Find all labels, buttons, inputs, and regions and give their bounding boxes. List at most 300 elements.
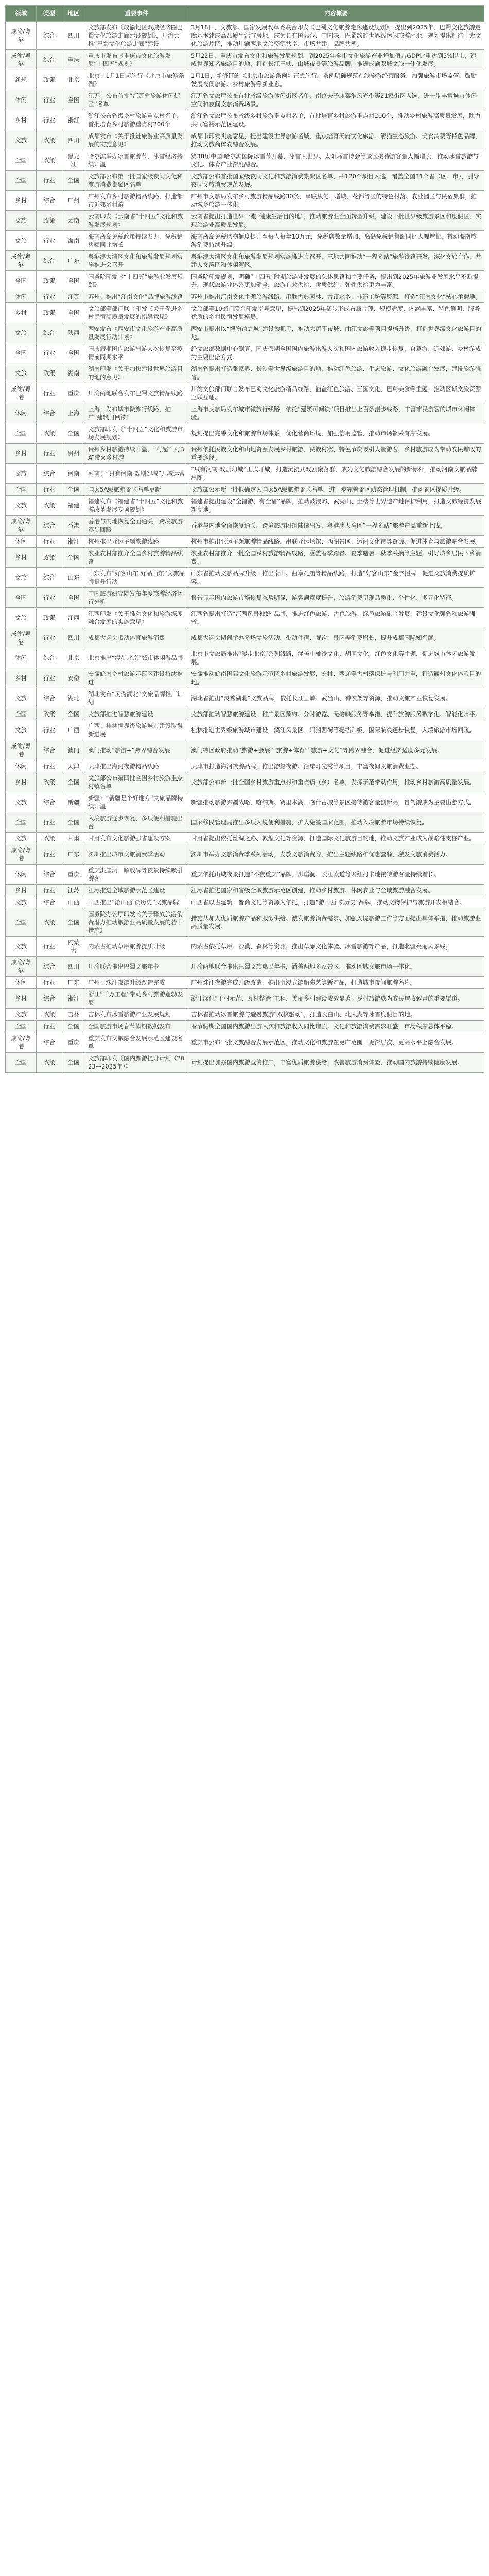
cell-type: 政策 [37, 150, 62, 171]
cell-domain: 全国 [6, 484, 37, 496]
cell-summary: 桂林推进世界级旅游城市建设，漓江风景区、阳朔西街等提档升级，国际航线逐步恢复，入境旅游市场回暖。 [188, 720, 484, 740]
cell-summary: 报告显示国内旅游市场恢复态势明显，游客满意度提升，旅游消费呈现品质化、个性化、多元化特征。 [188, 588, 484, 608]
cell-event: 中国旅游研究院发布年度旅游经济运行分析 [85, 588, 188, 608]
table-row [6, 484, 484, 496]
cell-type: 政策 [37, 130, 62, 150]
cell-domain: 文旅 [6, 211, 37, 231]
cell-domain: 乡村 [6, 772, 37, 792]
cell-event: 国务院办公厅印发《关于释放旅游消费潜力推动旅游业高质量发展的若干措施》 [85, 908, 188, 937]
cell-summary: 湖北省推出“灵秀湖北”文旅品牌，依托长江三峡、武当山、神农架等资源，推动文旅产业恢复发展。 [188, 688, 484, 708]
cell-event: 北京：1月1日起施行《北京市旅游条例》 [85, 70, 188, 90]
cell-domain: 文旅 [6, 496, 37, 516]
cell-event: 重庆洪崖洞、解放碑等夜景持续吸引游客 [85, 865, 188, 885]
table-row [6, 628, 484, 648]
table-row [6, 937, 484, 957]
cell-event: 广州发布乡村旅游精品线路，打造都市近郊乡村游 [85, 191, 188, 211]
cell-region: 全国 [62, 90, 85, 110]
cell-region: 天津 [62, 760, 85, 772]
cell-region: 福建 [62, 496, 85, 516]
cell-region: 上海 [62, 403, 85, 423]
cell-summary: 云南省提出打造世界一流“健康生活目的地”，推动旅游业全面转型升级，建设一批世界级旅游景区和度假区，实现旅游业高质量发展。 [188, 211, 484, 231]
table-row [6, 444, 484, 464]
table-row [6, 323, 484, 343]
cell-domain: 全国 [6, 150, 37, 171]
cell-summary: 苏州市推出江南文化主题旅游线路，串联古典园林、古镇水乡、非遗工坊等资源，打造“江南文化”核心承载地。 [188, 291, 484, 303]
cell-event: 国庆假期国内旅游出游人次恢复至疫情前同期水平 [85, 343, 188, 363]
cell-domain: 文旅 [6, 1009, 37, 1021]
cell-type: 行业 [37, 977, 62, 989]
cell-summary: 浙江省文旅厅公布省级乡村旅游重点村名单，首批培育乡村旅游重点村200个，推动乡村旅游高质量发展，助力共同富裕示范区建设。 [188, 110, 484, 130]
cell-event: 深圳推出城市文旅消费季活动 [85, 844, 188, 865]
cell-region: 全国 [62, 548, 85, 568]
cell-summary: 海南离岛免税购物额度提升至每人每年10万元，免税店数量增加，离岛免税销售额同比大幅增长，带动海南旅游消费持续升温。 [188, 231, 484, 251]
cell-event: 苏州：推出“江南文化”品牌旅游线路 [85, 291, 188, 303]
table-row [6, 251, 484, 271]
cell-domain: 文旅 [6, 833, 37, 844]
cell-event: 文旅部印发《国内旅游提升计划（2023—2025年）》 [85, 1053, 188, 1073]
cell-domain: 文旅 [6, 464, 37, 484]
cell-event: 浙江公布省级乡村旅游重点村名单，首批培育乡村旅游重点村200个 [85, 110, 188, 130]
cell-region: 广东 [62, 251, 85, 271]
cell-type: 行业 [37, 812, 62, 833]
cell-summary: 吉林省推动冰雪旅游与避暑旅游“双核驱动”，打造长白山、北大湖等冰雪度假目的地。 [188, 1009, 484, 1021]
table-header-row [6, 6, 484, 22]
table-row [6, 977, 484, 989]
cell-event: 文旅部发布《成渝地区双城经济圈巴蜀文化旅游走廊建设规划》，川渝共推“巴蜀文化旅游走廊”建设 [85, 22, 188, 50]
events-table [5, 5, 484, 1073]
cell-event: 上海：发布城市微旅行线路，推广“建筑可阅读” [85, 403, 188, 423]
cell-event: 西安发布《西安市文化旅游产业高质量发展行动计划》 [85, 323, 188, 343]
table-row [6, 792, 484, 812]
cell-type: 政策 [37, 363, 62, 383]
cell-event: 甘肃发布文化旅游强省建设方案 [85, 833, 188, 844]
cell-event: 福建发布《福建省“十四五”文化和旅游改革发展专项规划》 [85, 496, 188, 516]
cell-type: 综合 [37, 516, 62, 536]
cell-region: 广州 [62, 191, 85, 211]
table-row [6, 1021, 484, 1032]
cell-region: 湖北 [62, 688, 85, 708]
cell-summary: 川渝两地联合推出巴蜀文旅惠民年卡，涵盖两地多家景区，推动区域文旅市场一体化。 [188, 957, 484, 977]
cell-type: 综合 [37, 740, 62, 760]
cell-summary: 上海市文旅局发布城市微旅行线路，依托“建筑可阅读”项目推出上百条漫步线路，丰富市民游客的城市休闲体验。 [188, 403, 484, 423]
table-row [6, 403, 484, 423]
cell-summary: 福建省提出建设“全福游、有全福”品牌，推动鼓浪屿、武夷山、土楼等世界遗产地保护利用，打造文旅经济发展新高地。 [188, 496, 484, 516]
cell-domain: 文旅 [6, 231, 37, 251]
cell-event: 澳门推动“旅游+”跨界融合发展 [85, 740, 188, 760]
cell-region: 浙江 [62, 536, 85, 548]
cell-region: 浙江 [62, 110, 85, 130]
cell-summary: 山东省推动文旅品牌升级，推出泰山、曲阜孔庙等精品线路，打造“好客山东”金字招牌，促进文旅消费提质扩容。 [188, 568, 484, 588]
table-row [6, 516, 484, 536]
cell-type: 政策 [37, 70, 62, 90]
cell-type: 行业 [37, 171, 62, 191]
cell-event: 广州：珠江夜游升级改造完成 [85, 977, 188, 989]
cell-region: 全国 [62, 271, 85, 291]
cell-domain: 全国 [6, 812, 37, 833]
cell-event: 山东发布“好客山东 好品山东”文旅品牌提升行动 [85, 568, 188, 588]
table-row [6, 110, 484, 130]
cell-domain: 全国 [6, 423, 37, 444]
cell-summary: 规划提出完善文化和旅游市场体系，优化营商环境，加强信用监管，推动市场繁荣有序发展。 [188, 423, 484, 444]
cell-domain: 乡村 [6, 989, 37, 1009]
cell-domain: 全国 [6, 588, 37, 608]
cell-event: 湖南印发《关于加快建设世界旅游目的地的意见》 [85, 363, 188, 383]
cell-domain: 成渝/粤港 [6, 844, 37, 865]
cell-event: 川渝两地联合发布巴蜀文旅精品线路 [85, 383, 188, 403]
cell-summary: 国家移民管理局推出多项入境便利措施，扩大免签国家范围，推动入境旅游市场持续恢复。 [188, 812, 484, 833]
cell-type: 行业 [37, 760, 62, 772]
cell-summary: 3月18日，文旅部、国家发展改革委联合印发《巴蜀文化旅游走廊建设规划》，提出到2025年，巴蜀文化旅游走廊基本建成高品质生活宜居地，成为具有国际范、中国味、巴蜀韵的世界级休闲旅游胜地。规划提出打造十大文化旅游片区，推动川渝两地文旅资源共享、市场共建、品牌共塑。 [188, 22, 484, 50]
cell-domain: 乡村 [6, 110, 37, 130]
cell-region: 全国 [62, 171, 85, 191]
cell-event: 贵州乡村旅游持续升温，“村超”“村BA”带火乡村游 [85, 444, 188, 464]
table-row [6, 885, 484, 896]
table-row [6, 1053, 484, 1073]
cell-summary: 甘肃省提出依托丝绸之路、敦煌文化等资源，打造国际文化旅游目的地，推动文旅产业成为战略性支柱产业。 [188, 833, 484, 844]
table-row [6, 70, 484, 90]
cell-type: 综合 [37, 957, 62, 977]
cell-event: 成都大运会带动体育旅游消费 [85, 628, 188, 648]
cell-event: 全国旅游市场春节假期数据发布 [85, 1021, 188, 1032]
cell-domain: 休闲 [6, 90, 37, 110]
cell-region: 云南 [62, 211, 85, 231]
cell-event: 重庆发布文旅融合发展示范区建设名单 [85, 1032, 188, 1053]
cell-summary: 江苏省文旅厅公布首批省级旅游休闲街区名单，南京夫子庙秦淮风光带等21家街区入选，进一步丰富城市休闲空间和夜间文旅消费场景。 [188, 90, 484, 110]
cell-event: 国家5A级旅游景区名单更新 [85, 484, 188, 496]
table-row [6, 720, 484, 740]
cell-region: 全国 [62, 588, 85, 608]
header-event: 重要事件 [85, 6, 188, 22]
cell-type: 综合 [37, 648, 62, 668]
cell-summary: 杭州市推出亚运主题旅游精品线路，串联亚运场馆、西湖景区、运河文化带等资源，促进体育与旅游融合发展。 [188, 536, 484, 548]
cell-domain: 文旅 [6, 720, 37, 740]
cell-domain: 文旅 [6, 937, 37, 957]
cell-type: 政策 [37, 833, 62, 844]
cell-event: 入境旅游逐步恢复，多项便利措施出台 [85, 812, 188, 833]
cell-type: 综合 [37, 1032, 62, 1053]
cell-domain: 成渝/粤港 [6, 628, 37, 648]
table-row [6, 50, 484, 70]
cell-type: 综合 [37, 403, 62, 423]
cell-event: 文旅部公布第四批全国乡村旅游重点村镇名单 [85, 772, 188, 792]
cell-domain: 文旅 [6, 363, 37, 383]
table-row [6, 648, 484, 668]
table-row [6, 343, 484, 363]
cell-event: 文旅部推进智慧旅游建设 [85, 708, 188, 720]
cell-type: 行业 [37, 1021, 62, 1032]
cell-event: 江苏推进全域旅游示范区建设 [85, 885, 188, 896]
cell-region: 全国 [62, 343, 85, 363]
cell-type: 行业 [37, 90, 62, 110]
cell-domain: 乡村 [6, 668, 37, 688]
cell-region: 全国 [62, 484, 85, 496]
cell-region: 四川 [62, 628, 85, 648]
cell-type: 行业 [37, 343, 62, 363]
cell-type: 政策 [37, 303, 62, 323]
cell-event: 北京推出“漫步北京”城市休闲游品牌 [85, 648, 188, 668]
table-row [6, 536, 484, 548]
header-region: 地区 [62, 6, 85, 22]
table-row [6, 833, 484, 844]
cell-event: 农业农村部推介全国乡村旅游精品线路 [85, 548, 188, 568]
table-row [6, 688, 484, 708]
cell-type: 行业 [37, 720, 62, 740]
table-row [6, 1009, 484, 1021]
cell-summary: 第38届中国·哈尔滨国际冰雪节开幕，冰雪大世界、太阳岛雪博会等景区接待游客量大幅增长，推动冰雪旅游与文化、体育产业深度融合。 [188, 150, 484, 171]
cell-region: 浙江 [62, 989, 85, 1009]
cell-summary: 江苏省推进国家和省级全域旅游示范区创建，推动乡村旅游、休闲农业与全域旅游融合发展。 [188, 885, 484, 896]
cell-summary: 广州市文旅局发布乡村旅游精品线路30条，串联从化、增城、花都等区的特色村落、农业园区与民宿集群，推动城乡旅游一体化。 [188, 191, 484, 211]
cell-type: 政策 [37, 1009, 62, 1021]
header-summary: 内容概要 [188, 6, 484, 22]
cell-type: 综合 [37, 865, 62, 885]
cell-type: 行业 [37, 536, 62, 548]
cell-domain: 休闲 [6, 291, 37, 303]
table-row [6, 844, 484, 865]
cell-region: 山东 [62, 568, 85, 588]
table-row [6, 865, 484, 885]
cell-region: 四川 [62, 957, 85, 977]
cell-region: 海南 [62, 231, 85, 251]
table-row [6, 90, 484, 110]
cell-region: 四川 [62, 22, 85, 50]
cell-region: 河南 [62, 464, 85, 484]
cell-event: 江西印发《关于推动文化和旅游深度融合发展的实施意见》 [85, 608, 188, 628]
cell-summary: 贵州依托民族文化和山地资源发展乡村旅游，民族村寨、特色节庆吸引大量游客，乡村旅游成为带动农民增收的重要途径。 [188, 444, 484, 464]
cell-domain: 文旅 [6, 608, 37, 628]
table-row [6, 171, 484, 191]
cell-event: 浙江“千万工程”带动乡村旅游蓬勃发展 [85, 989, 188, 1009]
page [5, 5, 484, 1073]
cell-event: 文旅部印发《“十四五”文化和旅游市场发展规划》 [85, 423, 188, 444]
cell-type: 综合 [37, 323, 62, 343]
cell-domain: 乡村 [6, 548, 37, 568]
cell-summary: 北京市文旅局推出“漫步北京”系列线路，涵盖中轴线文化、胡同文化、红色文化等主题，促进城市休闲旅游发展。 [188, 648, 484, 668]
cell-summary: 广州珠江夜游完成升级改造，推出沉浸式游船演艺等新产品，打造城市夜间旅游名片。 [188, 977, 484, 989]
cell-domain: 乡村 [6, 444, 37, 464]
table-row [6, 383, 484, 403]
cell-summary: 文旅部公布新一批全国乡村旅游重点村和重点镇（乡）名单，发挥示范带动作用，推动乡村旅游高质量发展。 [188, 772, 484, 792]
cell-region: 香港 [62, 516, 85, 536]
table-row [6, 291, 484, 303]
cell-region: 北京 [62, 648, 85, 668]
table-row [6, 191, 484, 211]
cell-summary: 5月22日，重庆市发布文化和旅游发展规划，到2025年全市文化旅游产业增加值占GDP比重达到5%以上，建成世界知名旅游目的地，打造长江三峡、山城夜景等旅游品牌，推进成渝双城文旅一体化发展。 [188, 50, 484, 70]
cell-domain: 新规 [6, 70, 37, 90]
cell-type: 行业 [37, 484, 62, 496]
cell-summary: 澳门特区政府推动“旅游+会展”“旅游+体育”“旅游+文化”等跨界融合，促进经济适度多元发展。 [188, 740, 484, 760]
cell-summary: 川渝文旅部门联合发布巴蜀文化旅游精品线路，涵盖红色旅游、三国文化、巴蜀美食等主题，推动区域文旅资源互联互通。 [188, 383, 484, 403]
cell-region: 甘肃 [62, 833, 85, 844]
cell-type: 行业 [37, 588, 62, 608]
cell-event: 哈尔滨举办冰雪旅游节，冰雪经济持续升温 [85, 150, 188, 171]
cell-summary: 内蒙古依托草原、沙漠、森林等资源，推出草原文化体验、冰雪旅游等产品，打造北疆亮丽风景线。 [188, 937, 484, 957]
cell-type: 政策 [37, 271, 62, 291]
cell-domain: 文旅 [6, 688, 37, 708]
cell-region: 吉林 [62, 1009, 85, 1021]
cell-summary: 粤港澳大湾区文化和旅游发展规划实施推进会召开，三地共同推动“一程多站”旅游线路开发，深化文旅合作，共建人文湾区和休闲湾区。 [188, 251, 484, 271]
cell-event: 川渝联合推出巴蜀文旅年卡 [85, 957, 188, 977]
cell-region: 重庆 [62, 383, 85, 403]
cell-type: 政策 [37, 708, 62, 720]
cell-region: 北京 [62, 70, 85, 90]
cell-event: 云南印发《云南省“十四五”文化和旅游发展规划》 [85, 211, 188, 231]
table-row [6, 812, 484, 833]
cell-region: 重庆 [62, 865, 85, 885]
table-row [6, 22, 484, 50]
cell-type: 政策 [37, 1053, 62, 1073]
cell-summary: 文旅部公示新一批拟确定为国家5A级旅游景区名单，进一步完善景区动态管理机制，推动景区提质升级。 [188, 484, 484, 496]
cell-summary: 安徽推动皖南国际文化旅游示范区乡村旅游发展，宏村、西递等古村落保护与利用并重，打造徽州文化体验目的地。 [188, 668, 484, 688]
cell-summary: 重庆市公布一批文旅融合发展示范区，推动文化和旅游在更广范围、更深层次、更高水平上融合发展。 [188, 1032, 484, 1053]
cell-domain: 全国 [6, 171, 37, 191]
cell-summary: 浙江深化“千村示范、万村整治”工程，美丽乡村建设成效显著，乡村旅游成为农民增收致富的重要渠道。 [188, 989, 484, 1009]
cell-domain: 成渝/粤港 [6, 251, 37, 271]
cell-summary: 香港与内地全面恢复通关，跨境旅游团组陆续出发，粤港澳大湾区“一程多站”旅游产品重新上线。 [188, 516, 484, 536]
cell-type: 综合 [37, 896, 62, 908]
cell-region: 广西 [62, 720, 85, 740]
cell-type: 行业 [37, 291, 62, 303]
cell-type: 行业 [37, 110, 62, 130]
cell-summary: 山西省以古建筑、晋商文化等资源为依托，打造“游山西 读历史”品牌，推动文物保护与旅游开发相结合。 [188, 896, 484, 908]
cell-summary: 农业农村部推介一批全国乡村旅游精品线路，涵盖春季踏青、夏季避暑、秋季采摘等主题，引导城乡居民下乡消费。 [188, 548, 484, 568]
cell-type: 行业 [37, 844, 62, 865]
cell-summary: 重庆依托山城夜景打造“不夜重庆”品牌，洪崖洞、长江索道等网红打卡地接待游客量持续增长。 [188, 865, 484, 885]
cell-region: 广东 [62, 977, 85, 989]
cell-region: 澳门 [62, 740, 85, 760]
cell-region: 新疆 [62, 792, 85, 812]
cell-type: 行业 [37, 937, 62, 957]
cell-domain: 文旅 [6, 130, 37, 150]
table-row [6, 668, 484, 688]
cell-domain: 成渝/粤港 [6, 516, 37, 536]
table-row [6, 608, 484, 628]
cell-type: 行业 [37, 668, 62, 688]
cell-region: 全国 [62, 812, 85, 833]
cell-summary: 江西省提出打造“江西风景独好”品牌，推进红色旅游、古色旅游、绿色旅游融合发展，建设文化强省和旅游强省。 [188, 608, 484, 628]
cell-domain: 全国 [6, 708, 37, 720]
cell-region: 四川 [62, 130, 85, 150]
cell-domain: 乡村 [6, 303, 37, 323]
cell-event: 江苏：公布首批“江苏省旅游休闲街区”名单 [85, 90, 188, 110]
cell-type: 行业 [37, 628, 62, 648]
cell-summary: 深圳市举办文旅消费季系列活动，发放文旅消费券，推出主题线路和优惠套餐，激发文旅消费活力。 [188, 844, 484, 865]
cell-event: 河南：“只有河南·戏剧幻城”开城运营 [85, 464, 188, 484]
cell-event: 新疆：“新疆是个好地方”文旅品牌持续升温 [85, 792, 188, 812]
cell-event: 海南离岛免税政策持续发力，免税销售额同比增长 [85, 231, 188, 251]
cell-domain: 成渝/粤港 [6, 22, 37, 50]
cell-region: 全国 [62, 423, 85, 444]
cell-domain: 休闲 [6, 760, 37, 772]
cell-region: 安徽 [62, 668, 85, 688]
table-row [6, 588, 484, 608]
cell-event: 重庆市发布《重庆市文化旅游发展“十四五”规划》 [85, 50, 188, 70]
table-row [6, 989, 484, 1009]
cell-type: 综合 [37, 464, 62, 484]
cell-summary: 成都市印发实施意见，提出建设世界旅游名城，重点培育天府文化旅游、熊猫生态旅游、美食消费等特色品牌，推动文旅商体农融合发展。 [188, 130, 484, 150]
cell-type: 综合 [37, 568, 62, 588]
table-row [6, 464, 484, 484]
table-row [6, 130, 484, 150]
cell-summary: 成都大运会期间举办多场文旅活动，带动住宿、餐饮、景区等消费增长，提升成都国际知名度。 [188, 628, 484, 648]
cell-domain: 全国 [6, 343, 37, 363]
cell-domain: 成渝/粤港 [6, 50, 37, 70]
cell-region: 陕西 [62, 323, 85, 343]
cell-type: 综合 [37, 22, 62, 50]
cell-domain: 成渝/粤港 [6, 957, 37, 977]
table-row [6, 760, 484, 772]
cell-event: 吉林发布冰雪旅游产业发展规划 [85, 1009, 188, 1021]
cell-domain: 休闲 [6, 403, 37, 423]
header-domain: 领域 [6, 6, 37, 22]
cell-type: 行业 [37, 444, 62, 464]
cell-type: 综合 [37, 251, 62, 271]
cell-region: 江苏 [62, 885, 85, 896]
cell-region: 内蒙古 [62, 937, 85, 957]
header-type: 类型 [37, 6, 62, 22]
cell-region: 广东 [62, 844, 85, 865]
cell-type: 综合 [37, 989, 62, 1009]
cell-type: 政策 [37, 608, 62, 628]
cell-type: 行业 [37, 231, 62, 251]
cell-region: 全国 [62, 908, 85, 937]
cell-region: 重庆 [62, 50, 85, 70]
cell-summary: 天津市打造海河夜游品牌，推出游船夜游、沿岸灯光秀等项目，丰富夜间文旅消费业态。 [188, 760, 484, 772]
table-row [6, 548, 484, 568]
table-row [6, 1032, 484, 1053]
table-row [6, 363, 484, 383]
cell-type: 综合 [37, 191, 62, 211]
cell-domain: 文旅 [6, 568, 37, 588]
cell-event: 天津推出海河夜游精品线路 [85, 760, 188, 772]
table-row [6, 271, 484, 291]
cell-summary: 新疆推动旅游兴疆战略，喀纳斯、赛里木湖、喀什古城等景区接待游客量创新高，自驾游成为主要出游方式。 [188, 792, 484, 812]
cell-summary: 湖南省提出打造张家界、长沙等世界级旅游目的地，推动红色旅游、生态旅游、文化旅游融合发展，建设旅游强省。 [188, 363, 484, 383]
cell-domain: 全国 [6, 1053, 37, 1073]
table-row [6, 957, 484, 977]
table-row [6, 708, 484, 720]
cell-event: 广西：桂林世界级旅游城市建设取得新进展 [85, 720, 188, 740]
cell-event: 内蒙古推动草原旅游提质升级 [85, 937, 188, 957]
cell-region: 黑龙江 [62, 150, 85, 171]
cell-event: 安徽皖南乡村旅游示范区建设持续推进 [85, 668, 188, 688]
cell-type: 政策 [37, 908, 62, 937]
cell-event: 成都发布《关于推进旅游业高质量发展的实施意见》 [85, 130, 188, 150]
cell-domain: 休闲 [6, 865, 37, 885]
cell-domain: 全国 [6, 1021, 37, 1032]
cell-type: 综合 [37, 50, 62, 70]
cell-domain: 文旅 [6, 323, 37, 343]
cell-event: 杭州推出亚运主题旅游线路 [85, 536, 188, 548]
cell-type: 政策 [37, 496, 62, 516]
cell-summary: 国务院印发规划，明确“十四五”时期旅游业发展的总体思路和主要任务，提出到2025年旅游业发展水平不断提升，现代旅游业体系更加健全，旅游有效供给、优质供给、弹性供给更为丰富。 [188, 271, 484, 291]
cell-type: 政策 [37, 548, 62, 568]
cell-event: 粤港澳大湾区文化和旅游发展规划实施推进会召开 [85, 251, 188, 271]
cell-domain: 成渝/粤港 [6, 1032, 37, 1053]
cell-type: 综合 [37, 792, 62, 812]
cell-summary: 经文旅部数据中心测算，国庆假期全国国内旅游出游人次和国内旅游收入稳步恢复，自驾游、近郊游、乡村游成为主要出游方式。 [188, 343, 484, 363]
cell-event: 湖北发布“灵秀湖北”文旅品牌推广计划 [85, 688, 188, 708]
table-row [6, 896, 484, 908]
cell-region: 全国 [62, 1021, 85, 1032]
cell-summary: “只有河南·戏剧幻城”正式开城，打造沉浸式戏剧聚落群，成为文化旅游融合发展的新标杆，推动河南文旅品牌出圈。 [188, 464, 484, 484]
cell-domain: 休闲 [6, 648, 37, 668]
cell-domain: 休闲 [6, 977, 37, 989]
cell-event: 香港与内地恢复全面通关，跨境旅游逐步回暖 [85, 516, 188, 536]
table-row [6, 568, 484, 588]
table-row [6, 740, 484, 760]
table-row [6, 423, 484, 444]
